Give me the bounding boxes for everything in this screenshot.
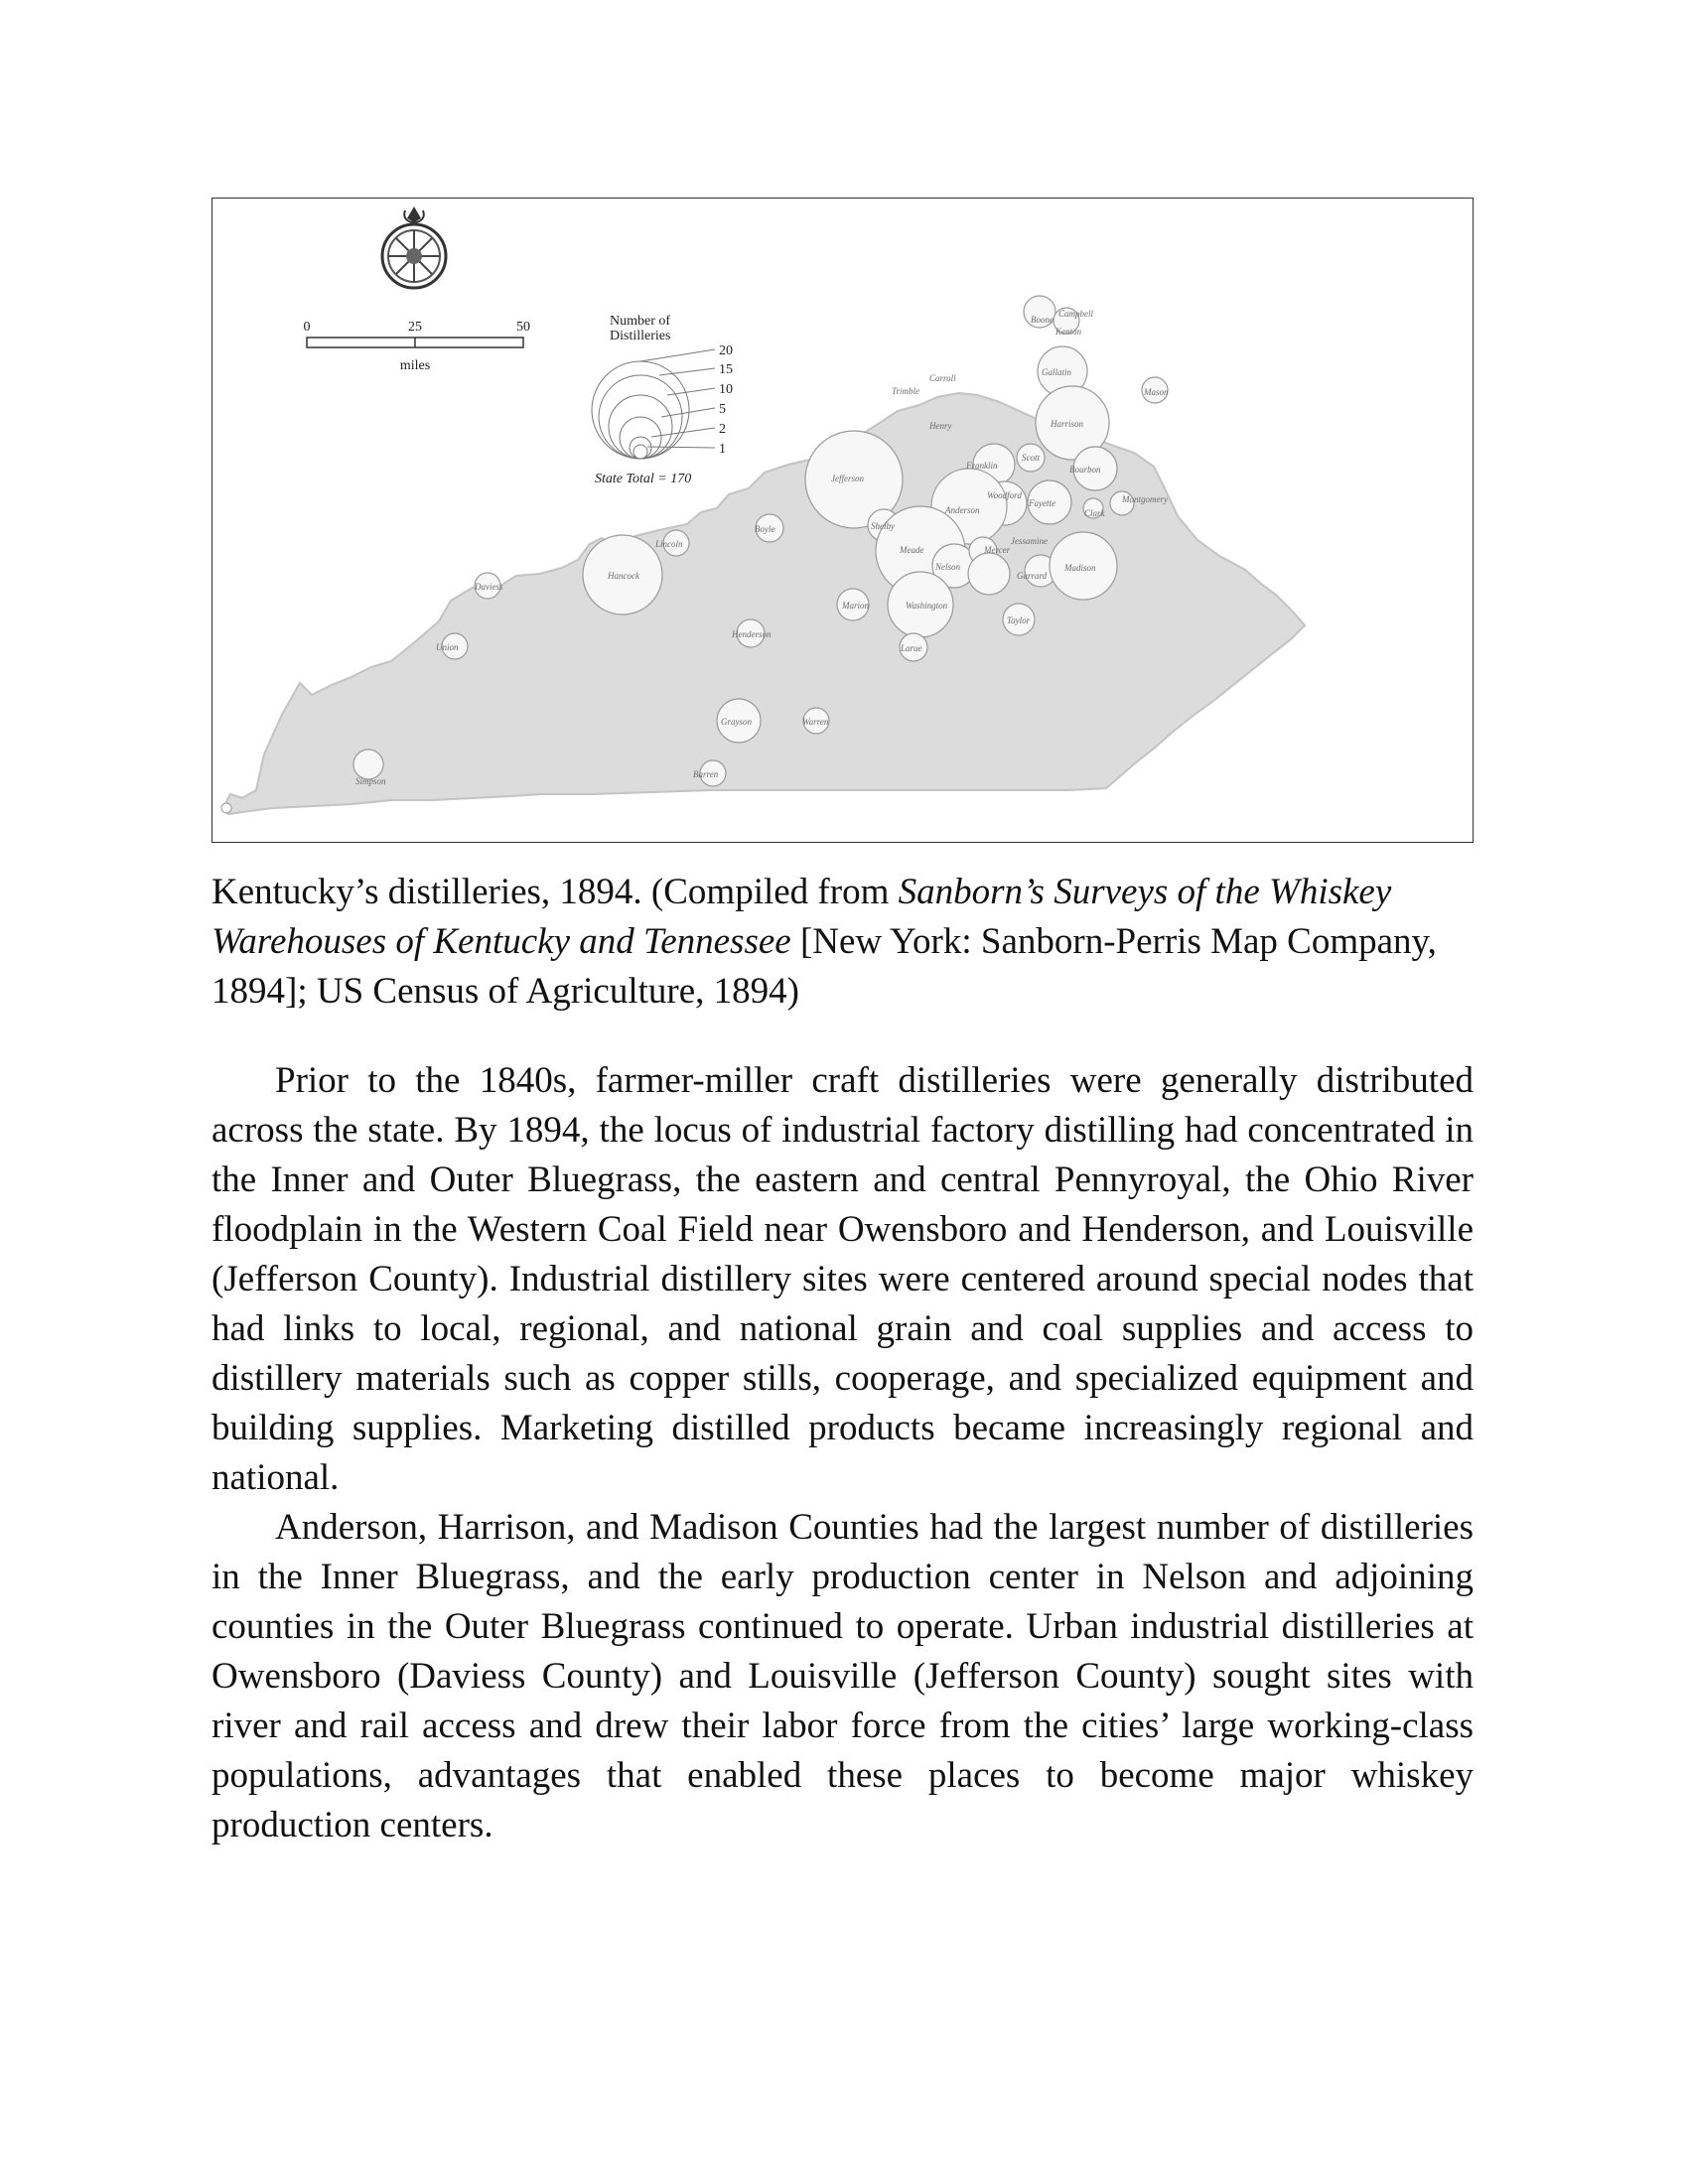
legend-title-line1: Number of [610, 314, 671, 329]
county-label-daviess: Hancock [608, 571, 639, 581]
caption-source-title: Sanborn’s Surveys of the Whiskey Warehouses of Kentucky and Tennessee [211, 872, 1392, 962]
scale-bar [304, 320, 531, 373]
paragraph-2: Anderson, Harrison, and Madison Counties had the largest number of distilleries in the Inner Bluegrass, and the early production center in Nelson and adjoining counties in the Outer Bluegrass continued to operate. Urban industrial distilleries at Owensboro (Daviess County) and Louisville (Jefferson County) sought sites with river and rail access and drew their labor force from the cities’ large working-class populations, advantages that enabled these places to become major whiskey production centers. [211, 1507, 1474, 1845]
legend-size-15: 15 [719, 362, 733, 377]
county-label-nelson: Meade [900, 545, 924, 555]
bubble-mercer [968, 553, 1010, 595]
legend-size-10: 10 [719, 382, 733, 397]
scale-tick-0: 0 [303, 320, 311, 335]
county-label-warren: Grayson [721, 717, 752, 727]
size-legend [592, 314, 733, 486]
county-label-scott: Scott [1022, 453, 1040, 463]
county-label-montgomery: Montgomery [1122, 494, 1168, 504]
county-label-henry: Henry [929, 421, 952, 431]
county-label-campbell: Campbell [1058, 309, 1093, 319]
county-label-harrison: Harrison [1051, 419, 1084, 429]
county-label-trimble: Trimble [892, 386, 920, 396]
county-label-hancock: Lincoln [655, 539, 683, 549]
county-label-taylor: Larue [901, 643, 922, 653]
paragraph-1: Prior to the 1840s, farmer-miller craft distilleries were generally distributed across the state. By 1894, the locus of industrial factory distilling had concentrated in the Inner and Outer Bluegrass, the eastern and central Pennyroyal, the Ohio River floodplain in the Western Coal Field near Owensboro and Henderson, and Louisville (Jefferson County). Industrial distillery sites were centered around special nodes that had links to local, regional, and national grain and coal supplies and access to distillery materials such as copper stills, cooperage, and specialized equipment and building supplies. Marketing distilled products became increasingly regional and national. [211, 1060, 1474, 1498]
county-label-barren: Warren [802, 717, 829, 727]
scale-tick-25: 25 [408, 320, 422, 335]
county-label-washington: Nelson [935, 562, 961, 572]
county-label-mercer: Mercer [984, 545, 1011, 555]
map-figure [211, 198, 1474, 843]
legend-title-line2: Distilleries [610, 329, 671, 343]
legend-size-2: 2 [719, 422, 726, 437]
county-label-mason: Mason [1144, 387, 1169, 397]
county-label-lincoln: Taylor [1007, 615, 1031, 625]
legend-size-5: 5 [719, 402, 726, 417]
county-label-garrard: Garrard [1017, 571, 1048, 581]
county-label-grayson: Henderson [732, 629, 772, 639]
figure-caption [211, 868, 1474, 1017]
county-label-meade: Boyle [755, 524, 775, 534]
county-label-madison: Madison [1064, 563, 1096, 573]
caption-text-start: Kentucky’s distilleries, 1894. (Compiled from [211, 872, 899, 912]
county-label-jefferson: Jefferson [831, 474, 864, 483]
county-label-marion: Washington [906, 601, 948, 611]
county-label-larue: Marion [842, 601, 869, 611]
county-label-carroll: Carroll [929, 373, 956, 383]
county-label-bourbon: Bourbon [1069, 465, 1101, 475]
county-label-fayette: Fayette [1029, 498, 1055, 508]
county-label-boone: Boone [1031, 315, 1054, 325]
bubble-graves [353, 750, 383, 779]
county-label-anderson: Anderson [945, 505, 980, 515]
county-label-henderson: Union [436, 642, 459, 652]
county-label-clark: Clark [1084, 508, 1105, 518]
county-label-gallatin: Gallatin [1042, 367, 1072, 377]
county-label-simpson: Barren [693, 769, 719, 779]
county-label-jessamine: Jessamine [1011, 536, 1048, 546]
kentucky-distilleries-map [212, 199, 1475, 844]
county-label-shelby: Shelby [871, 521, 895, 531]
compass-rose-icon [382, 206, 446, 288]
legend-state-total: State Total = 170 [595, 472, 692, 486]
scale-tick-50: 50 [516, 320, 530, 335]
county-label-kenton: Kenton [1055, 327, 1081, 337]
caption-text-end: [New York: Sanborn-Perris Map Company, 1894]; US Census of Agriculture, 1894) [211, 921, 1437, 1012]
legend-size-1: 1 [719, 442, 726, 457]
scale-unit: miles [399, 358, 431, 373]
body-text [211, 1056, 1474, 1850]
legend-size-20: 20 [719, 343, 733, 358]
county-label-union: Daviess [475, 582, 503, 592]
county-label-graves: Simpson [355, 776, 386, 786]
county-label-franklin: Franklin [966, 461, 998, 471]
kentucky-land [221, 393, 1305, 814]
county-label-woodford: Woodford [987, 490, 1022, 500]
